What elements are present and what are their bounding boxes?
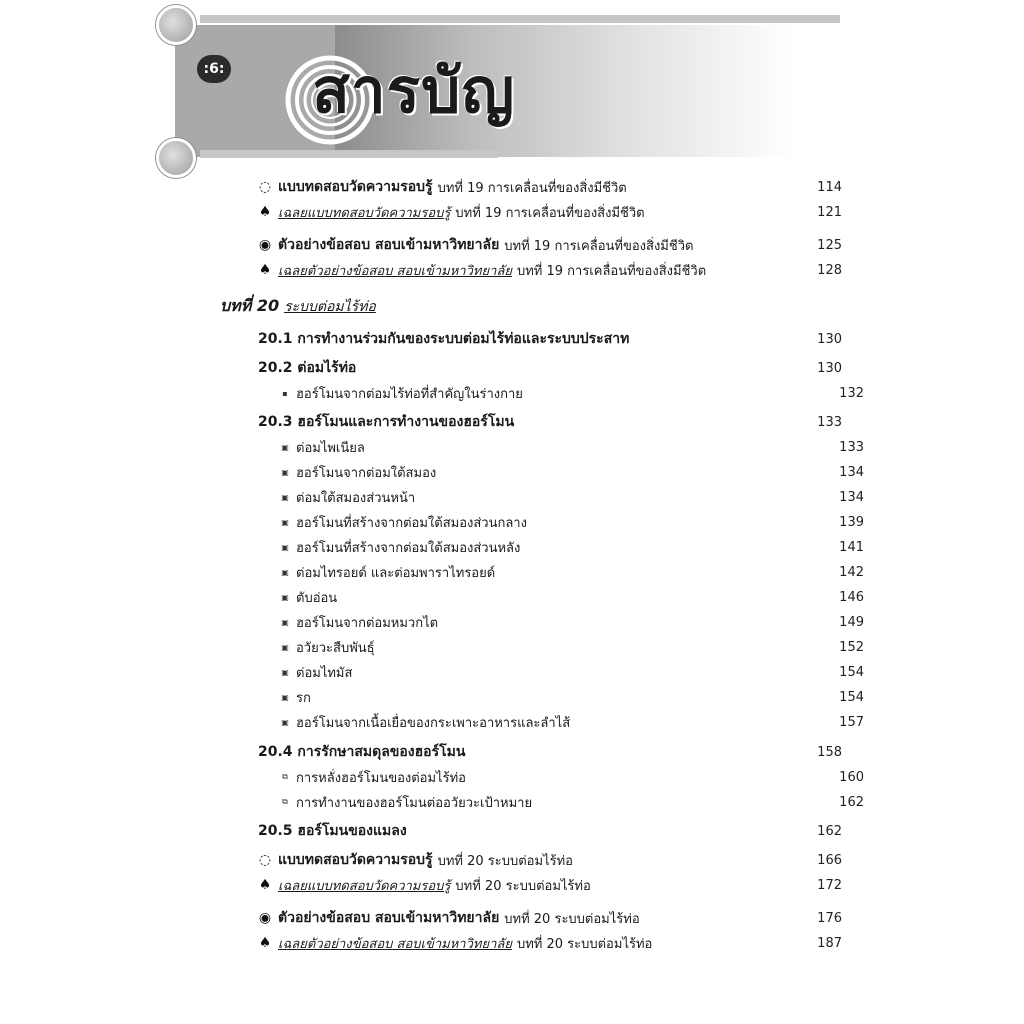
entry-title: แบบทดสอบวัดความรอบรู้ <box>278 179 433 195</box>
page-number: :6: <box>197 55 231 83</box>
dotted-box-icon: ▣ <box>281 717 289 727</box>
toc-entry <box>220 686 870 708</box>
entry-title: 20.1 การทำงานร่วมกันของระบบต่อมไร้ท่อและระบบประสาท <box>258 331 630 347</box>
dotted-box-icon: ▣ <box>281 642 289 652</box>
header-bottom-bar <box>200 150 498 158</box>
entry-title: 20.2 ต่อมไร้ท่อ <box>258 360 357 376</box>
dotted-box-icon: ▣ <box>281 567 289 577</box>
dotted-box-icon: ▣ <box>281 542 289 552</box>
entry-subtitle: รก <box>296 690 311 706</box>
entry-title: ตัวอย่างข้อสอบ สอบเข้ามหาวิทยาลัย <box>278 910 500 926</box>
entry-page-number: 162 <box>817 823 842 839</box>
entry-answer-title: เฉลยตัวอย่างข้อสอบ สอบเข้ามหาวิทยาลัย <box>278 263 512 279</box>
entry-page-number: 114 <box>817 179 842 195</box>
entry-page-number: 128 <box>817 262 842 278</box>
toc-entry <box>220 611 870 633</box>
entry-page-number: 176 <box>817 910 842 926</box>
chapter-heading <box>220 294 376 319</box>
target-icon: ◉ <box>258 910 272 926</box>
toc-entry <box>220 536 870 558</box>
toc-entry <box>220 411 848 433</box>
toc-entry <box>220 586 870 608</box>
entry-page-number: 133 <box>839 439 864 455</box>
entry-chapter-ref: บทที่ 19 การเคลื่อนที่ของสิ่งมีชีวิต <box>455 205 645 221</box>
toc-entry <box>220 382 870 404</box>
dotted-box-icon: ▣ <box>281 692 289 702</box>
entry-title: ตัวอย่างข้อสอบ สอบเข้ามหาวิทยาลัย <box>278 237 500 253</box>
entry-page-number: 152 <box>839 639 864 655</box>
dotted-box-icon: ▣ <box>281 517 289 527</box>
entry-subtitle: ฮอร์โมนจากต่อมใต้สมอง <box>296 465 437 481</box>
toc-entry <box>220 461 870 483</box>
toc-entry <box>220 234 848 256</box>
toc-entry <box>220 201 848 223</box>
entry-page-number: 133 <box>817 414 842 430</box>
toc-entry <box>220 711 870 733</box>
entry-chapter-ref: บทที่ 19 การเคลื่อนที่ของสิ่งมีชีวิต <box>437 180 627 196</box>
entry-title: 20.5 ฮอร์โมนของแมลง <box>258 823 407 839</box>
toc-entry <box>220 259 848 281</box>
toc-entry <box>220 932 848 954</box>
header-top-bar <box>200 15 840 23</box>
toc-entry <box>220 511 870 533</box>
entry-page-number: 139 <box>839 514 864 530</box>
toc-entry <box>220 907 848 929</box>
copy-box-icon: ⧉ <box>282 797 288 806</box>
target-icon: ◉ <box>258 237 272 253</box>
entry-page-number: 134 <box>839 489 864 505</box>
entry-subtitle: ฮอร์โมนที่สร้างจากต่อมใต้สมองส่วนหลัง <box>296 540 521 556</box>
toc-entry <box>220 849 848 871</box>
entry-subtitle: ฮอร์โมนที่สร้างจากต่อมใต้สมองส่วนกลาง <box>296 515 527 531</box>
entry-page-number: 172 <box>817 877 842 893</box>
spade-icon: ♠ <box>258 262 272 278</box>
entry-chapter-ref: บทที่ 20 ระบบต่อมไร้ท่อ <box>516 936 653 952</box>
entry-chapter-ref: บทที่ 20 ระบบต่อมไร้ท่อ <box>455 878 591 894</box>
entry-page-number: 162 <box>839 794 864 810</box>
entry-subtitle: ต่อมไทรอยด์ และต่อมพาราไทรอยด์ <box>296 565 496 581</box>
copy-box-icon: ⧉ <box>282 772 288 781</box>
entry-page-number: 154 <box>839 664 864 680</box>
entry-page-number: 125 <box>817 237 842 253</box>
toc-entry <box>220 328 848 350</box>
entry-page-number: 130 <box>817 360 842 376</box>
ring-icon: ◌ <box>258 852 272 868</box>
dotted-box-icon: ▣ <box>281 667 289 677</box>
square-bullet-icon: ▪ <box>282 388 288 398</box>
header-circle-top <box>156 5 196 45</box>
entry-subtitle: การทำงานของฮอร์โมนต่ออวัยวะเป้าหมาย <box>296 795 533 811</box>
page-title: สารบัญ <box>312 54 516 127</box>
entry-subtitle: ฮอร์โมนจากเนื้อเยื่อของกระเพาะอาหารและลำไส้ <box>296 715 571 731</box>
dotted-box-icon: ▣ <box>281 492 289 502</box>
entry-chapter-ref: บทที่ 20 ระบบต่อมไร้ท่อ <box>437 853 573 869</box>
entry-title: 20.4 การรักษาสมดุลของฮอร์โมน <box>258 744 466 760</box>
entry-title: แบบทดสอบวัดความรอบรู้ <box>278 852 433 868</box>
entry-subtitle: ตับอ่อน <box>296 590 338 606</box>
spade-icon: ♠ <box>258 877 272 893</box>
chapter-title: ระบบต่อมไร้ท่อ <box>284 298 376 315</box>
entry-page-number: 187 <box>817 935 842 951</box>
spade-icon: ♠ <box>258 935 272 951</box>
toc-entry <box>220 295 810 317</box>
entry-page-number: 141 <box>839 539 864 555</box>
entry-chapter-ref: บทที่ 19 การเคลื่อนที่ของสิ่งมีชีวิต <box>516 263 707 279</box>
toc-entry <box>220 636 870 658</box>
entry-page-number: 149 <box>839 614 864 630</box>
ring-icon: ◌ <box>258 179 272 195</box>
toc-entry <box>220 357 848 379</box>
spade-icon: ♠ <box>258 204 272 220</box>
dotted-box-icon: ▣ <box>281 592 289 602</box>
entry-title: 20.3 ฮอร์โมนและการทำงานของฮอร์โมน <box>258 414 515 430</box>
dotted-box-icon: ▣ <box>281 467 289 477</box>
toc-entry <box>220 820 848 842</box>
entry-page-number: 160 <box>839 769 864 785</box>
dotted-box-icon: ▣ <box>281 617 289 627</box>
toc-entry <box>220 661 870 683</box>
entry-page-number: 121 <box>817 204 842 220</box>
toc-entry <box>220 766 870 788</box>
toc-entry <box>220 486 870 508</box>
entry-page-number: 157 <box>839 714 864 730</box>
toc-entry <box>220 874 848 896</box>
entry-page-number: 158 <box>817 744 842 760</box>
toc-entry <box>220 176 848 198</box>
entry-page-number: 130 <box>817 331 842 347</box>
chapter-number: บทที่ 20 <box>220 295 280 315</box>
entry-page-number: 132 <box>839 385 864 401</box>
entry-chapter-ref: บทที่ 19 การเคลื่อนที่ของสิ่งมีชีวิต <box>504 238 694 254</box>
entry-answer-title: เฉลยตัวอย่างข้อสอบ สอบเข้ามหาวิทยาลัย <box>278 936 512 952</box>
entry-subtitle: ฮอร์โมนจากต่อมไร้ท่อที่สำคัญในร่างกาย <box>296 386 523 402</box>
entry-chapter-ref: บทที่ 20 ระบบต่อมไร้ท่อ <box>504 911 640 927</box>
toc-entry <box>220 741 848 763</box>
entry-subtitle: ต่อมใต้สมองส่วนหน้า <box>296 490 416 506</box>
entry-page-number: 166 <box>817 852 842 868</box>
entry-answer-title: เฉลยแบบทดสอบวัดความรอบรู้ <box>278 205 451 221</box>
entry-subtitle: อวัยวะสืบพันธุ์ <box>296 640 375 656</box>
entry-page-number: 142 <box>839 564 864 580</box>
toc-entry <box>220 436 870 458</box>
entry-subtitle: การหลั่งฮอร์โมนของต่อมไร้ท่อ <box>296 770 466 786</box>
dotted-box-icon: ▣ <box>281 442 289 452</box>
entry-subtitle: ต่อมไทมัส <box>296 665 353 681</box>
entry-answer-title: เฉลยแบบทดสอบวัดความรอบรู้ <box>278 878 451 894</box>
entry-page-number: 134 <box>839 464 864 480</box>
entry-page-number: 146 <box>839 589 864 605</box>
toc-entry <box>220 561 870 583</box>
entry-page-number: 154 <box>839 689 864 705</box>
entry-subtitle: ฮอร์โมนจากต่อมหมวกไต <box>296 615 439 631</box>
header-circle-bottom <box>156 138 196 178</box>
toc-entry <box>220 791 870 813</box>
entry-subtitle: ต่อมไพเนียล <box>296 440 365 456</box>
